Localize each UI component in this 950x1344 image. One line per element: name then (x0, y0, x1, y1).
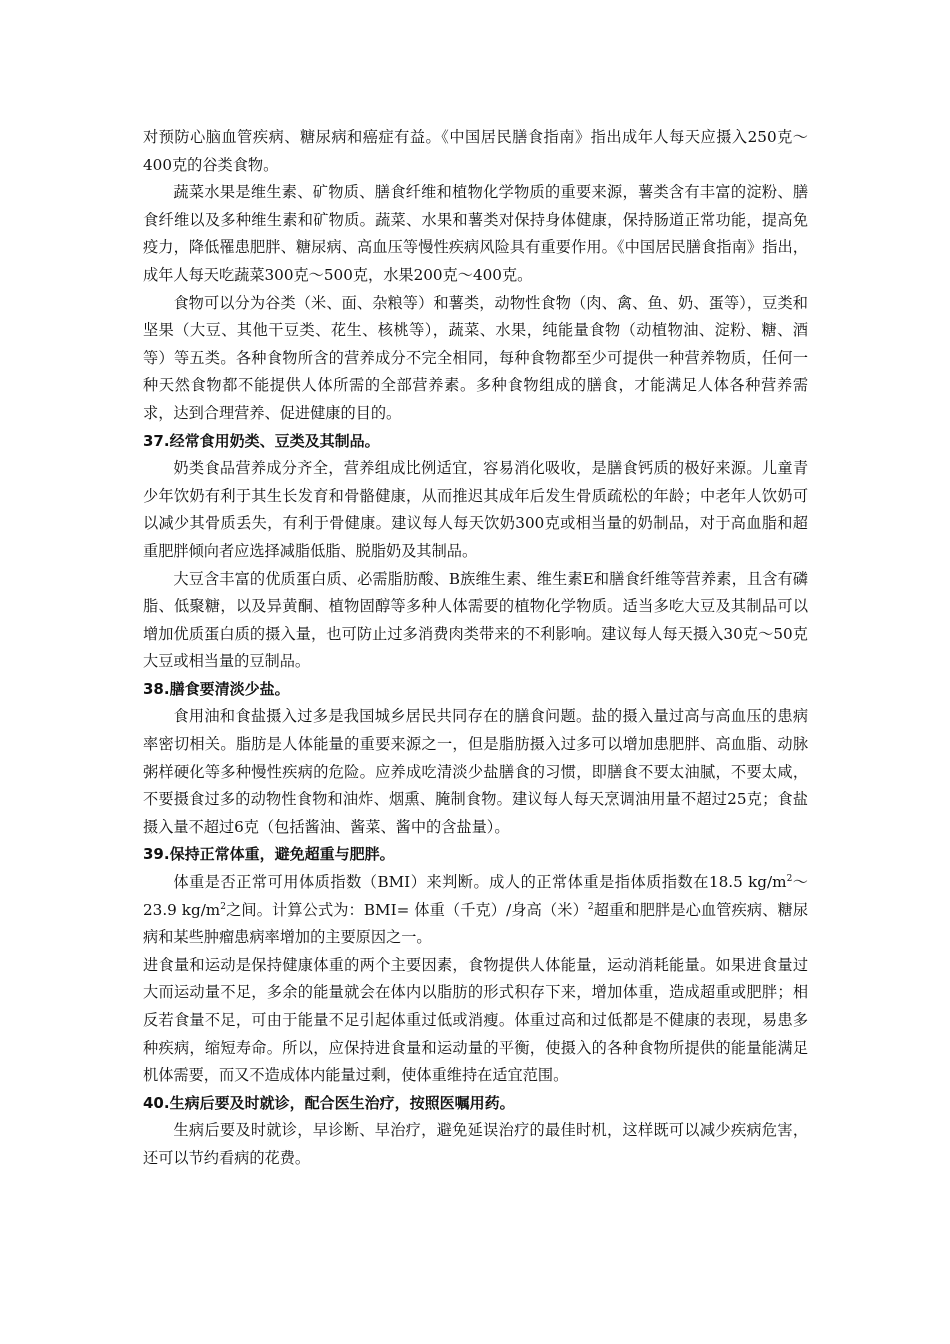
paragraph-soy: 大豆含丰富的优质蛋白质、必需脂肪酸、B族维生素、维生素E和膳食纤维等营养素，且含有磷脂、低聚糖，以及异黄酮、植物固醇等多种人体需要的植物化学物质。适当多吃大豆及其制品可以增加优质蛋白质的摄入量，也可防止过多消费肉类带来的不利影响。建议每人每天摄入30克～50克大豆或相当量的豆制品。 (143, 569, 808, 671)
paragraph-vegetables-fruits: 蔬菜水果是维生素、矿物质、膳食纤维和植物化学物质的重要来源，薯类含有丰富的淀粉、膳食纤维以及多种维生素和矿物质。蔬菜、水果和薯类对保持身体健康，保持肠道正常功能，提高免疫力，降低罹患肥胖、糖尿病、高血压等慢性疾病风险具有重要作用。《中国居民膳食指南》指出，成年人每天吃蔬菜300克～500克，水果200克～400克。 (143, 183, 808, 284)
bmi-text-d: 超重和肥胖是心血管疾病、糖尿病和某些肿瘤患病率增加的主要原因之一。 (143, 900, 809, 947)
paragraph-food-categories: 食物可以分为谷类（米、面、杂粮等）和薯类，动物性食物（肉、禽、鱼、奶、蛋等），豆类和坚果（大豆、其他干豆类、花生、核桃等），蔬菜、水果，纯能量食物（动植物油、淀粉、糖、酒等）等五类。各种食物所含的营养成分不完全相同，每种食物都至少可提供一种营养物质，任何一种天然食物都不能提供人体所需的全部营养素。多种食物组成的膳食，才能满足人体各种营养需求，达到合理营养、促进健康的目的。 (143, 293, 808, 422)
section-heading-38: 38.膳食要清淡少盐。 (143, 679, 290, 698)
paragraph-dairy: 奶类食品营养成分齐全，营养组成比例适宜，容易消化吸收，是膳食钙质的极好来源。儿童青少年饮奶有利于其生长发育和骨骼健康，从而推迟其成年后发生骨质疏松的年龄；中老年人饮奶可以减少其骨质丢失，有利于骨健康。建议每人每天饮奶300克或相当量的奶制品，对于高血脂和超重肥胖倾向者应选择减脂低脂、脱脂奶及其制品。 (143, 459, 808, 560)
paragraph-bmi (143, 869, 808, 952)
paragraph-energy-balance: 进食量和运动是保持健康体重的两个主要因素，食物提供人体能量，运动消耗能量。如果进食量过大而运动量不足，多余的能量就会在体内以脂肪的形式积存下来，增加体重，造成超重或肥胖；相反若食量不足，可由于能量不足引起体重过低或消瘦。体重过高和过低都是不健康的表现，易患多种疾病，缩短寿命。所以，应保持进食量和运动量的平衡，使摄入的各种食物所提供的能量能满足机体需要，而又不造成体内能量过剩，使体重维持在适宜范围。 (143, 955, 808, 1085)
section-heading-37: 37.经常食用奶类、豆类及其制品。 (143, 431, 380, 450)
paragraph-grains-cont: 对预防心脑血管疾病、糖尿病和癌症有益。《中国居民膳食指南》指出成年人每天应摄入250克～400克的谷类食物。 (143, 128, 808, 174)
paragraph-seek-treatment: 生病后要及时就诊，早诊断、早治疗，避免延误治疗的最佳时机，这样既可以减少疾病危害，还可以节约看病的花费。 (143, 1121, 808, 1167)
superscript-1: 2 (786, 873, 793, 884)
paragraph-oil-salt: 食用油和食盐摄入过多是我国城乡居民共同存在的膳食问题。盐的摄入量过高与高血压的患病率密切相关。脂肪是人体能量的重要来源之一，但是脂肪摄入过多可以增加患肥胖、高血脂、动脉粥样硬化等多种慢性疾病的危险。应养成吃清淡少盐膳食的习惯，即膳食不要太油腻，不要太咸，不要摄食过多的动物性食物和油炸、烟熏、腌制食物。建议每人每天烹调油用量不超过25克；食盐摄入量不超过6克（包括酱油、酱菜、酱中的含盐量）。 (143, 707, 808, 836)
bmi-text-b: ～23.9 kg/m (143, 873, 808, 919)
bmi-text-c: 之间。计算公式为：BMI= 体重（千克）/身高（米） (225, 900, 588, 919)
bmi-text-a: 体重是否正常可用体质指数（BMI）来判断。成人的正常体重是指体质指数在18.5 kg/m (173, 873, 787, 892)
superscript-2: 2 (220, 901, 226, 912)
document-body (143, 124, 808, 1173)
section-heading-40: 40.生病后要及时就诊，配合医生治疗，按照医嘱用药。 (143, 1093, 515, 1112)
section-heading-39: 39.保持正常体重，避免超重与肥胖。 (143, 845, 395, 864)
superscript-3: 2 (587, 901, 594, 912)
